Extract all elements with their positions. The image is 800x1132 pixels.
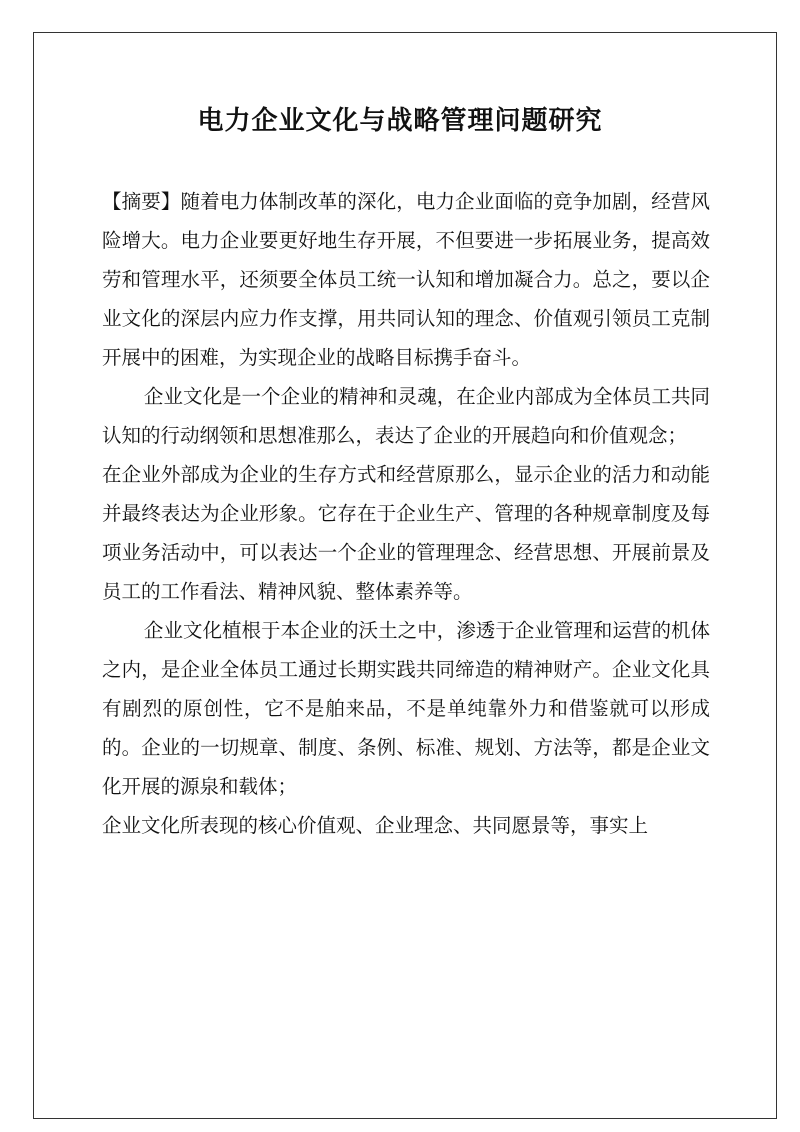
abstract-paragraph: 【摘要】随着电力体制改革的深化，电力企业面临的竞争加剧，经营风险增大。电力企业要更好地生存开展，不但要进一步拓展业务，提高效劳和管理水平，还须要全体员工统一认知和增加凝合力。总之，要以企业文化的深层内应力作支撑，用共同认知的理念、价值观引领员工克制开展中的困难，为实现企业的战略目标携手奋斗。 [102, 190, 710, 369]
body-paragraph-4: 企业文化所表现的核心价值观、企业理念、共同愿景等，事实上 [102, 814, 649, 837]
body-paragraph-2: 在企业外部成为企业的生存方式和经营原那么，显示企业的活力和动能并最终表达为企业形象。它存在于企业生产、管理的各种规章制度及每项业务活动中，可以表达一个企业的管理理念、经营思想、开展前景及员工的工作看法、精神风貌、整体素养等。 [102, 463, 710, 603]
document-title: 电力企业文化与战略管理问题研究 [197, 106, 603, 136]
body-paragraph-1: 企业文化是一个企业的精神和灵魂，在企业内部成为全体员工共同认知的行动纲领和思想准那么，表达了企业的开展趋向和价值观念； [102, 385, 710, 447]
document-body [102, 182, 710, 845]
body-paragraph-3: 企业文化植根于本企业的沃土之中，渗透于企业管理和运营的机体之内，是企业全体员工通过长期实践共同缔造的精神财产。企业文化具有剧烈的原创性，它不是舶来品，不是单纯靠外力和借鉴就可以形成的。企业的一切规章、制度、条例、标准、规划、方法等，都是企业文化开展的源泉和载体； [102, 619, 710, 798]
